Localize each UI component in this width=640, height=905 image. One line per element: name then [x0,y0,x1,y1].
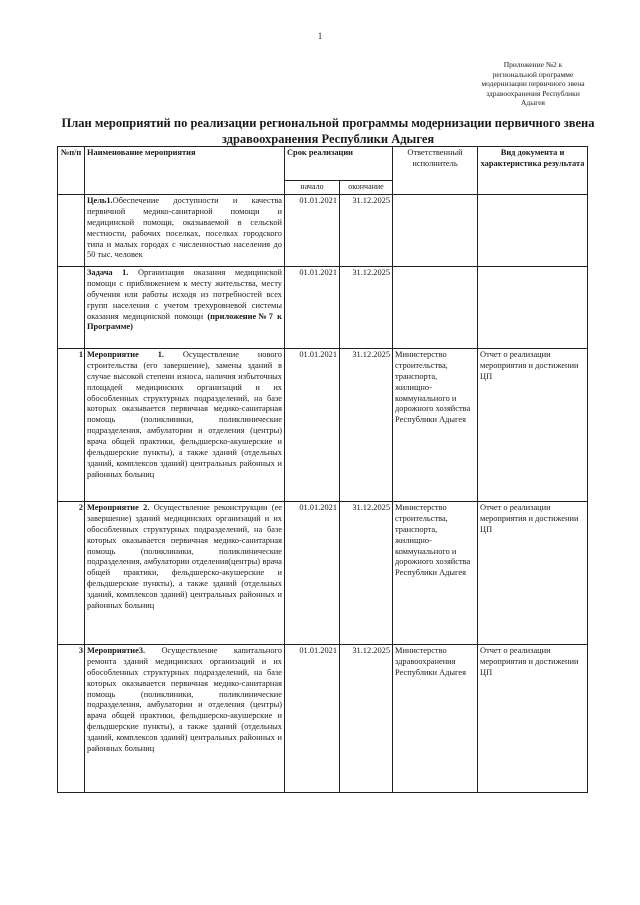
row-doc: Отчет о реализации мероприятия и достижении ЦП [478,501,588,644]
row-start: 01.01.2021 [285,348,340,501]
header-row [58,147,588,181]
table-row [58,194,588,266]
header-name: Наименование мероприятия [85,147,285,195]
row-start: 01.01.2021 [285,194,340,266]
header-doc: Вид документа и характеристика результата [478,147,588,195]
appendix-line: Приложение №2 к [503,60,563,69]
page-number: 1 [317,31,323,41]
row-start: 01.01.2021 [285,266,340,348]
row-lead: Мероприятие 2. [87,502,150,512]
row-name [85,266,285,348]
row-end: 31.12.2025 [340,194,393,266]
header-start: начало [285,181,340,195]
title-line: План мероприятий по реализации региональной программы модернизации первичного звена [61,116,595,130]
row-lead: Задача 1. [87,267,129,277]
table-row [58,348,588,501]
row-doc [478,194,588,266]
appendix-line: региональной программе [492,69,574,79]
row-name [85,194,285,266]
row-lead: Мероприятие 1. [87,349,165,359]
document-title [40,115,616,147]
header-responsible: Ответственный исполнитель [393,147,478,195]
row-responsible [393,194,478,266]
row-end: 31.12.2025 [340,348,393,501]
row-end: 31.12.2025 [340,501,393,644]
appendix-line: Адыгея [520,98,546,107]
row-text: Осуществление нового строительства (его завершение), замены зданий в случае высокой степени износа, наличия избыточных площадей медицинских организаций и их обособленных структурных подразделений, на базе которых оказывается первичная медико-санитарная помощь (поликлиники, поликлинические подразделения, амбулатории и отделения (центры) врача общей практики, фельдшерско-акушерские и фельдшерские пункты), а также зданий (отдельных зданий, комплексов зданий) центральных районных и районных больниц [87,349,282,479]
row-text: Осуществление реконструкции (ее завершение) зданий медицинских организаций и их обособленных структурных подразделений, на базе которых оказывается первичная медико-санитарная помощь (поликлиники, поликлинические подразделения, амбулатории отделения(центры) врача общей практики, фельдшерско-акушерские и фельдшерские пункты), а также зданий (отдельных зданий, комплексов зданий) центральных районных и районных больниц [87,502,283,611]
table-row [58,266,588,348]
row-lead: Цель1. [87,195,113,205]
row-num [58,194,85,266]
row-text: Осуществление капитального ремонта зданий медицинских организаций и их обособленных структурных подразделений, на базе которых оказывается первичная медико-санитарная помощь (поликлиники, поликлинические подразделения, амбулатории и отделения (центры) врача общей практики, фельдшерско-акушерские и фельдшерские пункты), а также зданий (отдельных зданий, комплексов зданий) центральных районных и районных больниц [87,645,282,754]
row-end: 31.12.2025 [340,644,393,792]
row-tail: (приложение№7 к Программе) [87,311,282,332]
row-doc: Отчет о реализации мероприятия и достижении ЦП [478,348,588,501]
header-period: Срок реализации [285,147,393,181]
row-responsible [393,266,478,348]
row-num [58,266,85,348]
row-name [85,348,285,501]
row-name [85,501,285,644]
table-row [58,501,588,644]
row-text: Организация оказания медицинской помощи с приближением к месту жительства, месту обучения или работы исходя из потребностей всех групп населения с учетом трехуровневой системы оказания медицинской помощи [87,267,283,321]
header-end: окончание [340,181,393,195]
row-num: 3 [58,644,85,792]
row-responsible: Министерство здравоохранения Республики Адыгея [393,644,478,792]
row-start: 01.01.2021 [285,644,340,792]
row-name [85,644,285,792]
row-start: 01.01.2021 [285,501,340,644]
row-lead: Мероприятие3. [87,645,146,655]
row-doc: Отчет о реализации мероприятия и достижении ЦП [478,644,588,792]
appendix-line: модернизации первичного звена [481,79,585,88]
row-text: Обеспечение доступности и качества первичной медико-санитарной помощи и медицинской помощи, оказываемой в сельской местности, рабочих поселках, поселках городского типа и малых городах с численностью населения до 50 тыс. человек [87,195,282,260]
row-doc [478,266,588,348]
row-responsible: Министерство строительства, транспорта, жилищно-коммунального и дорожного хозяйства Республики Адыгея [393,501,478,644]
row-end: 31.12.2025 [340,266,393,348]
appendix-note [468,60,598,108]
row-num: 2 [58,501,85,644]
row-num: 1 [58,348,85,501]
title-line: здравоохранения Республики Адыгея [221,132,435,146]
row-responsible: Министерство строительства, транспорта, жилищно-коммунального и дорожного хозяйства Республики Адыгея [393,348,478,501]
action-plan-table [57,146,588,793]
table-row [58,644,588,792]
header-num: №п/п [58,147,85,195]
appendix-line: здравоохранения Республики [486,88,580,98]
